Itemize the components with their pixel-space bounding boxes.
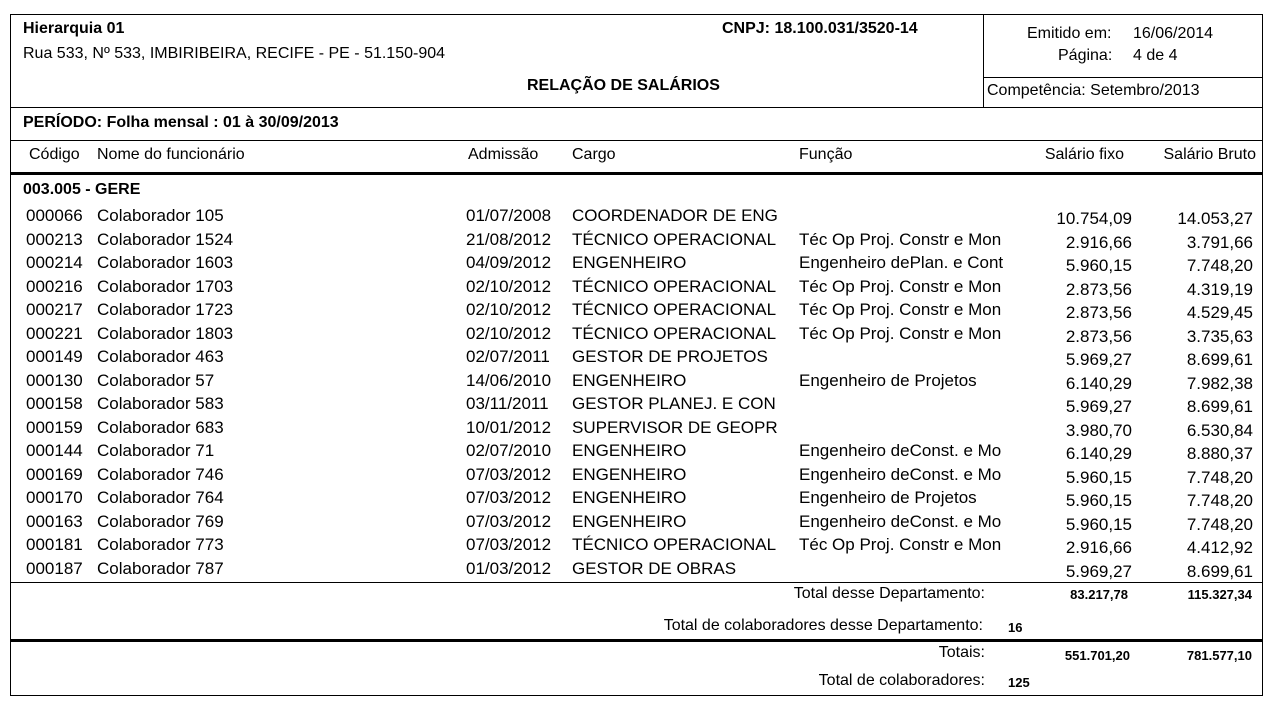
totals-gross: 781.577,10 <box>1186 648 1252 663</box>
cell-gross: 14.053,27 <box>1177 209 1253 228</box>
cell-code: 000221 <box>26 324 83 343</box>
cell-name: Colaborador 764 <box>97 488 224 507</box>
cell-gross: 6.530,84 <box>1186 421 1253 440</box>
cell-gross: 8.699,61 <box>1186 397 1253 416</box>
cell-code: 000170 <box>26 488 83 507</box>
cell-name: Colaborador 1803 <box>97 324 234 343</box>
cell-admission: 07/03/2012 <box>466 488 552 507</box>
cell-name: Colaborador 787 <box>97 559 224 578</box>
cell-admission: 07/03/2012 <box>466 535 552 554</box>
cell-code: 000130 <box>26 371 83 390</box>
cell-admission: 07/03/2012 <box>466 465 552 484</box>
totals-count-label: Total de colaboradores: <box>818 672 985 689</box>
cell-code: 000144 <box>26 441 83 460</box>
cell-code: 000149 <box>26 347 83 366</box>
cell-funcao: Téc Op Proj. Constr e Mon <box>799 277 1002 296</box>
table-row <box>0 488 1274 511</box>
cell-gross: 4.319,19 <box>1186 280 1253 299</box>
cell-gross: 3.791,66 <box>1186 233 1253 252</box>
col-fixed: Salário fixo <box>1044 146 1124 163</box>
cell-gross: 7.748,20 <box>1186 515 1253 534</box>
cell-admission: 21/08/2012 <box>466 230 552 249</box>
cell-fixed: 2.916,66 <box>1065 233 1132 252</box>
col-gross: Salário Bruto <box>1163 146 1256 163</box>
cell-cargo: ENGENHEIRO <box>572 441 687 460</box>
dept-total-label: Total desse Departamento: <box>793 585 985 602</box>
cell-name: Colaborador 105 <box>97 206 224 225</box>
page-label: Página: <box>1058 47 1113 64</box>
cell-gross: 7.982,38 <box>1186 374 1253 393</box>
cell-fixed: 5.969,27 <box>1065 562 1132 581</box>
cell-funcao: Engenheiro deConst. e Mo <box>799 441 1002 460</box>
table-row <box>0 394 1274 417</box>
table-row <box>0 465 1274 488</box>
table-row <box>0 347 1274 370</box>
cell-name: Colaborador 71 <box>97 441 215 460</box>
dept-total-fixed: 83.217,78 <box>1070 587 1128 602</box>
cell-fixed: 5.969,27 <box>1065 350 1132 369</box>
table-row <box>0 206 1274 229</box>
cell-gross: 7.748,20 <box>1186 468 1253 487</box>
table-row <box>0 441 1274 464</box>
cell-name: Colaborador 746 <box>97 465 224 484</box>
dept-total-rule <box>10 582 1263 583</box>
period-label: PERÍODO: Folha mensal : 01 à 30/09/2013 <box>23 114 339 131</box>
cell-funcao: Engenheiro de Projetos <box>799 371 977 390</box>
cell-code: 000181 <box>26 535 83 554</box>
cell-gross: 7.748,20 <box>1186 491 1253 510</box>
cell-admission: 04/09/2012 <box>466 253 552 272</box>
cell-funcao: Engenheiro deConst. e Mo <box>799 465 1002 484</box>
cell-name: Colaborador 773 <box>97 535 224 554</box>
cell-code: 000169 <box>26 465 83 484</box>
cell-code: 000066 <box>26 206 83 225</box>
cell-cargo: ENGENHEIRO <box>572 253 687 272</box>
cell-cargo: TÉCNICO OPERACIONAL <box>572 300 777 319</box>
cell-fixed: 5.960,15 <box>1065 515 1132 534</box>
competencia: Competência: Setembro/2013 <box>987 82 1200 99</box>
cell-fixed: 5.960,15 <box>1065 468 1132 487</box>
period-divider <box>10 140 1263 141</box>
cell-gross: 8.699,61 <box>1186 562 1253 581</box>
cell-gross: 4.412,92 <box>1186 538 1253 557</box>
cell-funcao: Téc Op Proj. Constr e Mon <box>799 324 1002 343</box>
cell-cargo: ENGENHEIRO <box>572 512 687 531</box>
totals-count-value: 125 <box>1008 675 1030 690</box>
cell-funcao: Téc Op Proj. Constr e Mon <box>799 230 1002 249</box>
cell-code: 000187 <box>26 559 83 578</box>
table-row <box>0 535 1274 558</box>
cell-name: Colaborador 683 <box>97 418 224 437</box>
cell-code: 000158 <box>26 394 83 413</box>
table-row <box>0 324 1274 347</box>
cell-cargo: TÉCNICO OPERACIONAL <box>572 535 777 554</box>
cell-name: Colaborador 1723 <box>97 300 234 319</box>
cell-code: 000216 <box>26 277 83 296</box>
cell-funcao: Engenheiro deConst. e Mo <box>799 512 1002 531</box>
cell-name: Colaborador 769 <box>97 512 224 531</box>
col-admission: Admissão <box>468 146 539 163</box>
cell-fixed: 5.960,15 <box>1065 491 1132 510</box>
cell-admission: 07/03/2012 <box>466 512 552 531</box>
cell-name: Colaborador 583 <box>97 394 224 413</box>
col-funcao: Função <box>799 146 853 163</box>
col-code: Código <box>29 146 80 163</box>
totals-label: Totais: <box>938 644 985 661</box>
cell-fixed: 2.873,56 <box>1065 280 1132 299</box>
cell-gross: 4.529,45 <box>1186 303 1253 322</box>
emitted-date: 16/06/2014 <box>1133 25 1214 42</box>
emitted-label: Emitido em: <box>1027 25 1112 42</box>
cell-cargo: TÉCNICO OPERACIONAL <box>572 230 777 249</box>
cell-name: Colaborador 1524 <box>97 230 234 249</box>
page-number: 4 de 4 <box>1133 47 1178 64</box>
header-right-divider <box>983 77 1263 78</box>
table-row <box>0 230 1274 253</box>
cell-code: 000159 <box>26 418 83 437</box>
cell-fixed: 5.969,27 <box>1065 397 1132 416</box>
table-row <box>0 559 1274 582</box>
cell-admission: 01/07/2008 <box>466 206 552 225</box>
cell-admission: 02/07/2010 <box>466 441 552 460</box>
col-name: Nome do funcionário <box>97 146 245 163</box>
cell-name: Colaborador 463 <box>97 347 224 366</box>
cell-gross: 7.748,20 <box>1186 256 1253 275</box>
columns-bottom-rule <box>10 172 1263 175</box>
cell-name: Colaborador 1703 <box>97 277 234 296</box>
cell-gross: 3.735,63 <box>1186 327 1253 346</box>
cell-admission: 02/10/2012 <box>466 300 552 319</box>
table-row <box>0 418 1274 441</box>
table-row <box>0 512 1274 535</box>
company-cnpj: CNPJ: 18.100.031/3520-14 <box>722 20 918 37</box>
cell-gross: 8.880,37 <box>1186 444 1253 463</box>
header-divider <box>983 14 984 108</box>
company-address: Rua 533, Nº 533, IMBIRIBEIRA, RECIFE - PE - 51.150-904 <box>23 45 446 62</box>
cell-fixed: 2.916,66 <box>1065 538 1132 557</box>
cell-name: Colaborador 57 <box>97 371 215 390</box>
cell-cargo: GESTOR DE PROJETOS <box>572 347 768 366</box>
cell-fixed: 6.140,29 <box>1065 444 1132 463</box>
cell-admission: 03/11/2011 <box>466 394 549 413</box>
table-row <box>0 253 1274 276</box>
cell-admission: 02/07/2011 <box>466 347 550 366</box>
cell-fixed: 2.873,56 <box>1065 303 1132 322</box>
table-row <box>0 300 1274 323</box>
table-row <box>0 371 1274 394</box>
cell-funcao: Engenheiro de Projetos <box>799 488 977 507</box>
cell-admission: 02/10/2012 <box>466 324 552 343</box>
cell-fixed: 2.873,56 <box>1065 327 1132 346</box>
cell-admission: 14/06/2010 <box>466 371 552 390</box>
cell-cargo: COORDENADOR DE ENG <box>572 206 778 225</box>
cell-cargo: SUPERVISOR DE GEOPR <box>572 418 778 437</box>
cell-fixed: 5.960,15 <box>1065 256 1132 275</box>
totals-fixed: 551.701,20 <box>1064 648 1130 663</box>
dept-count-value: 16 <box>1008 620 1023 635</box>
table-row <box>0 277 1274 300</box>
col-cargo: Cargo <box>572 146 616 163</box>
cell-funcao: Téc Op Proj. Constr e Mon <box>799 535 1002 554</box>
cell-cargo: ENGENHEIRO <box>572 488 687 507</box>
department-label: 003.005 - GERE <box>23 181 141 198</box>
cell-cargo: TÉCNICO OPERACIONAL <box>572 324 777 343</box>
cell-cargo: ENGENHEIRO <box>572 371 687 390</box>
cell-code: 000163 <box>26 512 83 531</box>
cell-admission: 10/01/2012 <box>466 418 552 437</box>
cell-cargo: ENGENHEIRO <box>572 465 687 484</box>
cell-admission: 02/10/2012 <box>466 277 552 296</box>
cell-name: Colaborador 1603 <box>97 253 234 272</box>
cell-admission: 01/03/2012 <box>466 559 552 578</box>
cell-fixed: 3.980,70 <box>1065 421 1132 440</box>
cell-cargo: TÉCNICO OPERACIONAL <box>572 277 777 296</box>
cell-funcao: Téc Op Proj. Constr e Mon <box>799 300 1002 319</box>
cell-fixed: 6.140,29 <box>1065 374 1132 393</box>
cell-gross: 8.699,61 <box>1186 350 1253 369</box>
cell-funcao: Engenheiro dePlan. e Cont <box>799 253 1004 272</box>
dept-total-gross: 115.327,34 <box>1187 587 1252 602</box>
cell-cargo: GESTOR PLANEJ. E CON <box>572 394 776 413</box>
company-name: Hierarquia 01 <box>23 20 125 37</box>
report-title: RELAÇÃO DE SALÁRIOS <box>527 77 720 94</box>
cell-code: 000217 <box>26 300 83 319</box>
cell-cargo: GESTOR DE OBRAS <box>572 559 737 578</box>
cell-code: 000213 <box>26 230 83 249</box>
dept-count-label: Total de colaboradores desse Departamento: <box>663 617 983 634</box>
cell-code: 000214 <box>26 253 83 272</box>
cell-fixed: 10.754,09 <box>1056 209 1132 228</box>
